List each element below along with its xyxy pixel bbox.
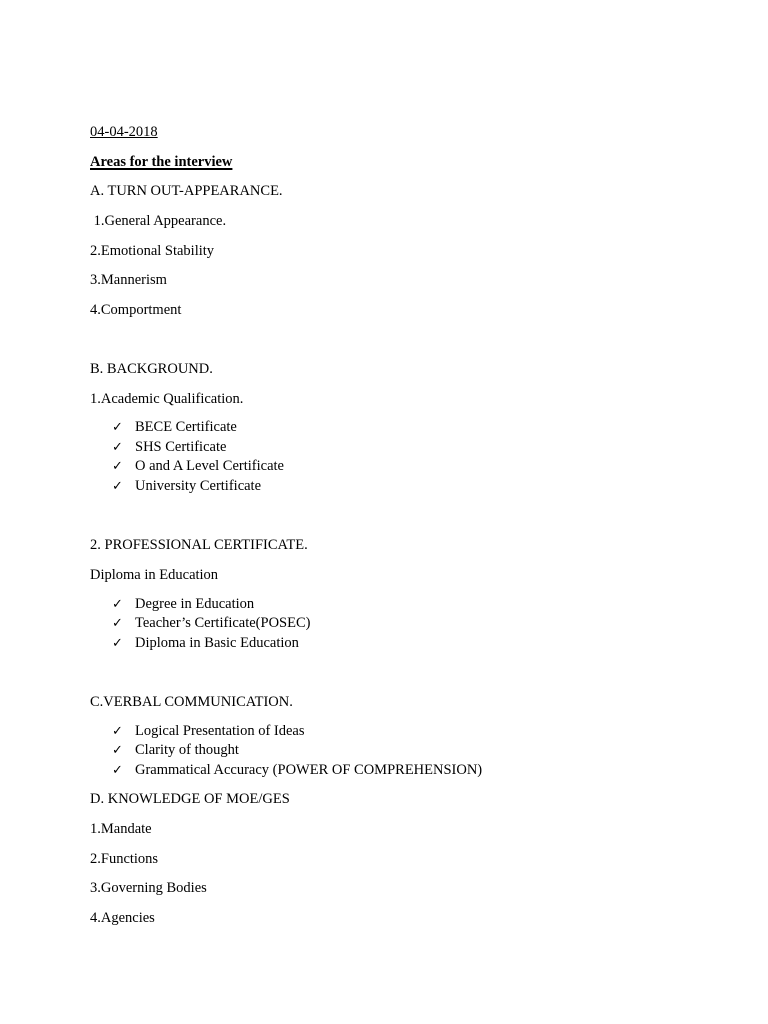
list-item bbox=[112, 761, 482, 780]
list-item-label: Grammatical Accuracy (POWER OF COMPREHENSION) bbox=[135, 762, 483, 778]
section-d-heading: D. KNOWLEDGE OF MOE/GES bbox=[90, 791, 290, 807]
section-d-item: 1.Mandate bbox=[90, 821, 152, 837]
list-item bbox=[112, 722, 305, 741]
section-c-heading: C.VERBAL COMMUNICATION. bbox=[90, 694, 293, 710]
check-mark-icon: ✓ bbox=[112, 597, 123, 612]
list-item bbox=[112, 418, 237, 437]
check-mark-icon: ✓ bbox=[112, 724, 123, 739]
list-item-label: Clarity of thought bbox=[135, 742, 239, 758]
section-b-heading: B. BACKGROUND. bbox=[90, 361, 213, 377]
section-d-item: 3.Governing Bodies bbox=[90, 880, 207, 896]
list-item-label: Logical Presentation of Ideas bbox=[135, 723, 305, 739]
check-mark-icon: ✓ bbox=[112, 763, 123, 778]
list-item bbox=[112, 741, 239, 760]
list-item-label: SHS Certificate bbox=[135, 439, 227, 455]
section-a-heading: A. TURN OUT-APPEARANCE. bbox=[90, 183, 283, 199]
section-d-item: 4.Agencies bbox=[90, 910, 155, 926]
check-mark-icon: ✓ bbox=[112, 459, 123, 474]
list-item-label: Degree in Education bbox=[135, 596, 255, 612]
document-date: 04-04-2018 bbox=[90, 124, 158, 140]
check-mark-icon: ✓ bbox=[112, 743, 123, 758]
check-mark-icon: ✓ bbox=[112, 420, 123, 435]
list-item-label: Diploma in Basic Education bbox=[135, 635, 299, 651]
document-title: Areas for the interview bbox=[90, 154, 233, 170]
section-a-item: 2.Emotional Stability bbox=[90, 243, 215, 259]
section-a-item: 1.General Appearance. bbox=[90, 213, 227, 229]
section-a-item: 3.Mannerism bbox=[90, 272, 167, 288]
list-item-label: O and A Level Certificate bbox=[135, 458, 284, 474]
list-item-label: BECE Certificate bbox=[135, 419, 237, 435]
list-item bbox=[112, 457, 284, 476]
check-mark-icon: ✓ bbox=[112, 636, 123, 651]
list-item bbox=[112, 634, 299, 653]
list-item-label: University Certificate bbox=[135, 478, 262, 494]
academic-heading: 1.Academic Qualification. bbox=[90, 391, 244, 407]
list-item bbox=[112, 595, 254, 614]
list-item bbox=[112, 438, 226, 457]
check-mark-icon: ✓ bbox=[112, 479, 123, 494]
section-a-item: 4.Comportment bbox=[90, 302, 182, 318]
check-mark-icon: ✓ bbox=[112, 616, 123, 631]
list-item bbox=[112, 614, 310, 633]
list-item-label: Teacher’s Certificate(POSEC) bbox=[135, 615, 311, 631]
professional-sub: Diploma in Education bbox=[90, 567, 219, 583]
list-item bbox=[112, 477, 261, 496]
professional-heading: 2. PROFESSIONAL CERTIFICATE. bbox=[90, 537, 308, 553]
section-d-item: 2.Functions bbox=[90, 851, 159, 867]
check-mark-icon: ✓ bbox=[112, 440, 123, 455]
